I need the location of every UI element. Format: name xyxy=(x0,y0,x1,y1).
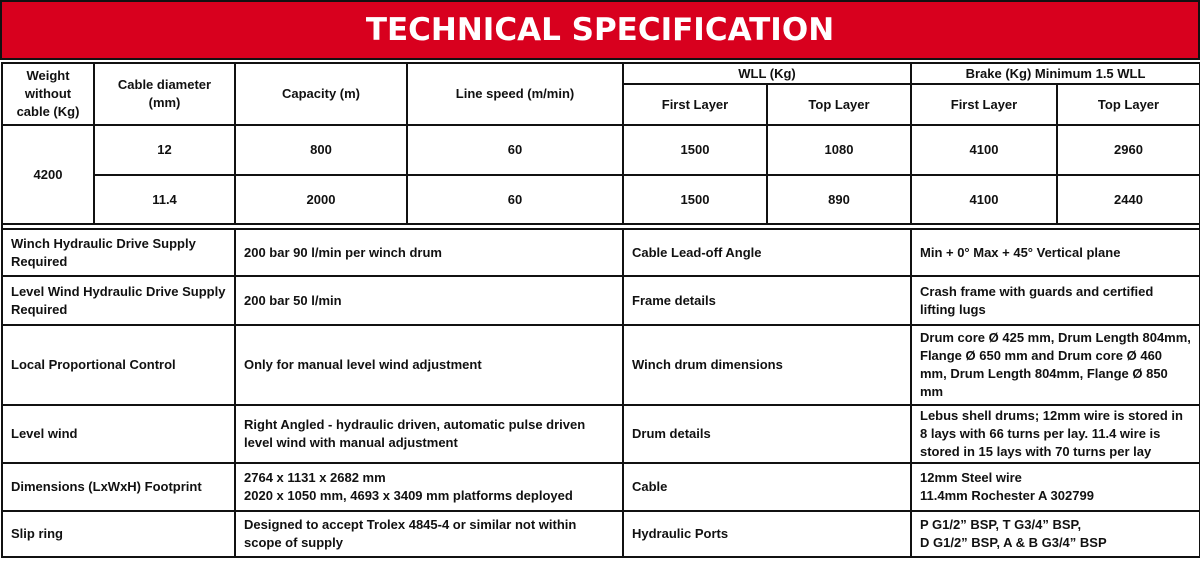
detail-label: Drum details xyxy=(623,405,911,463)
brake-first-cell: 4100 xyxy=(911,125,1057,175)
capacity-cell: 800 xyxy=(235,125,407,175)
detail-value: Only for manual level wind adjustment xyxy=(235,325,623,405)
cable-diameter-cell: 11.4 xyxy=(94,175,235,224)
capacity-cell: 2000 xyxy=(235,175,407,224)
detail-label: Slip ring xyxy=(2,511,235,557)
detail-row xyxy=(2,511,1200,557)
table-row xyxy=(2,175,1200,224)
detail-row xyxy=(2,325,1200,405)
detail-value: Drum core Ø 425 mm, Drum Length 804mm, Flange Ø 650 mm and Drum core Ø 460 mm, Drum Length 804mm, Flange Ø 850 mm xyxy=(911,325,1200,405)
detail-row xyxy=(2,229,1200,276)
brake-top-cell: 2960 xyxy=(1057,125,1200,175)
wll-first-cell: 1500 xyxy=(623,175,767,224)
detail-value: Crash frame with guards and certified lifting lugs xyxy=(911,276,1200,325)
header-brake-first-layer: First Layer xyxy=(911,84,1057,125)
page-title: TECHNICAL SPECIFICATION xyxy=(365,12,835,48)
detail-row xyxy=(2,405,1200,463)
table-row xyxy=(2,125,1200,175)
header-row-top xyxy=(2,63,1200,84)
detail-label: Cable xyxy=(623,463,911,511)
detail-value: 200 bar 50 l/min xyxy=(235,276,623,325)
detail-value: P G1/2” BSP, T G3/4” BSP, D G1/2” BSP, A & B G3/4” BSP xyxy=(911,511,1200,557)
cable-diameter-cell: 12 xyxy=(94,125,235,175)
detail-label: Winch drum dimensions xyxy=(623,325,911,405)
detail-label: Level Wind Hydraulic Drive Supply Required xyxy=(2,276,235,325)
line-speed-cell: 60 xyxy=(407,175,623,224)
header-wll: WLL (Kg) xyxy=(623,63,911,84)
detail-label: Frame details xyxy=(623,276,911,325)
detail-value: Designed to accept Trolex 4845-4 or similar not within scope of supply xyxy=(235,511,623,557)
detail-label: Winch Hydraulic Drive Supply Required xyxy=(2,229,235,276)
wll-first-cell: 1500 xyxy=(623,125,767,175)
detail-value: Lebus shell drums; 12mm wire is stored in 8 lays with 66 turns per lay. 11.4 wire is stored in 15 lays with 70 turns per lay xyxy=(911,405,1200,463)
header-brake-top-layer: Top Layer xyxy=(1057,84,1200,125)
title-banner xyxy=(0,0,1200,60)
detail-row xyxy=(2,276,1200,325)
detail-value: 200 bar 90 l/min per winch drum xyxy=(235,229,623,276)
detail-label: Local Proportional Control xyxy=(2,325,235,405)
detail-value: Right Angled - hydraulic driven, automatic pulse driven level wind with manual adjustment xyxy=(235,405,623,463)
header-cable-diameter: Cable diameter (mm) xyxy=(94,63,235,125)
detail-label: Cable Lead-off Angle xyxy=(623,229,911,276)
wll-top-cell: 890 xyxy=(767,175,911,224)
weight-value: 4200 xyxy=(2,125,94,224)
spec-table xyxy=(1,62,1200,558)
line-speed-cell: 60 xyxy=(407,125,623,175)
header-wll-first-layer: First Layer xyxy=(623,84,767,125)
detail-value: 12mm Steel wire 11.4mm Rochester A 302799 xyxy=(911,463,1200,511)
brake-first-cell: 4100 xyxy=(911,175,1057,224)
detail-label: Hydraulic Ports xyxy=(623,511,911,557)
brake-top-cell: 2440 xyxy=(1057,175,1200,224)
detail-label: Dimensions (LxWxH) Footprint xyxy=(2,463,235,511)
detail-row xyxy=(2,463,1200,511)
detail-value: 2764 x 1131 x 2682 mm 2020 x 1050 mm, 4693 x 3409 mm platforms deployed xyxy=(235,463,623,511)
header-capacity: Capacity (m) xyxy=(235,63,407,125)
header-brake: Brake (Kg) Minimum 1.5 WLL xyxy=(911,63,1200,84)
header-line-speed: Line speed (m/min) xyxy=(407,63,623,125)
detail-label: Level wind xyxy=(2,405,235,463)
detail-value: Min + 0° Max + 45° Vertical plane xyxy=(911,229,1200,276)
header-wll-top-layer: Top Layer xyxy=(767,84,911,125)
header-weight: Weight without cable (Kg) xyxy=(2,63,94,125)
wll-top-cell: 1080 xyxy=(767,125,911,175)
